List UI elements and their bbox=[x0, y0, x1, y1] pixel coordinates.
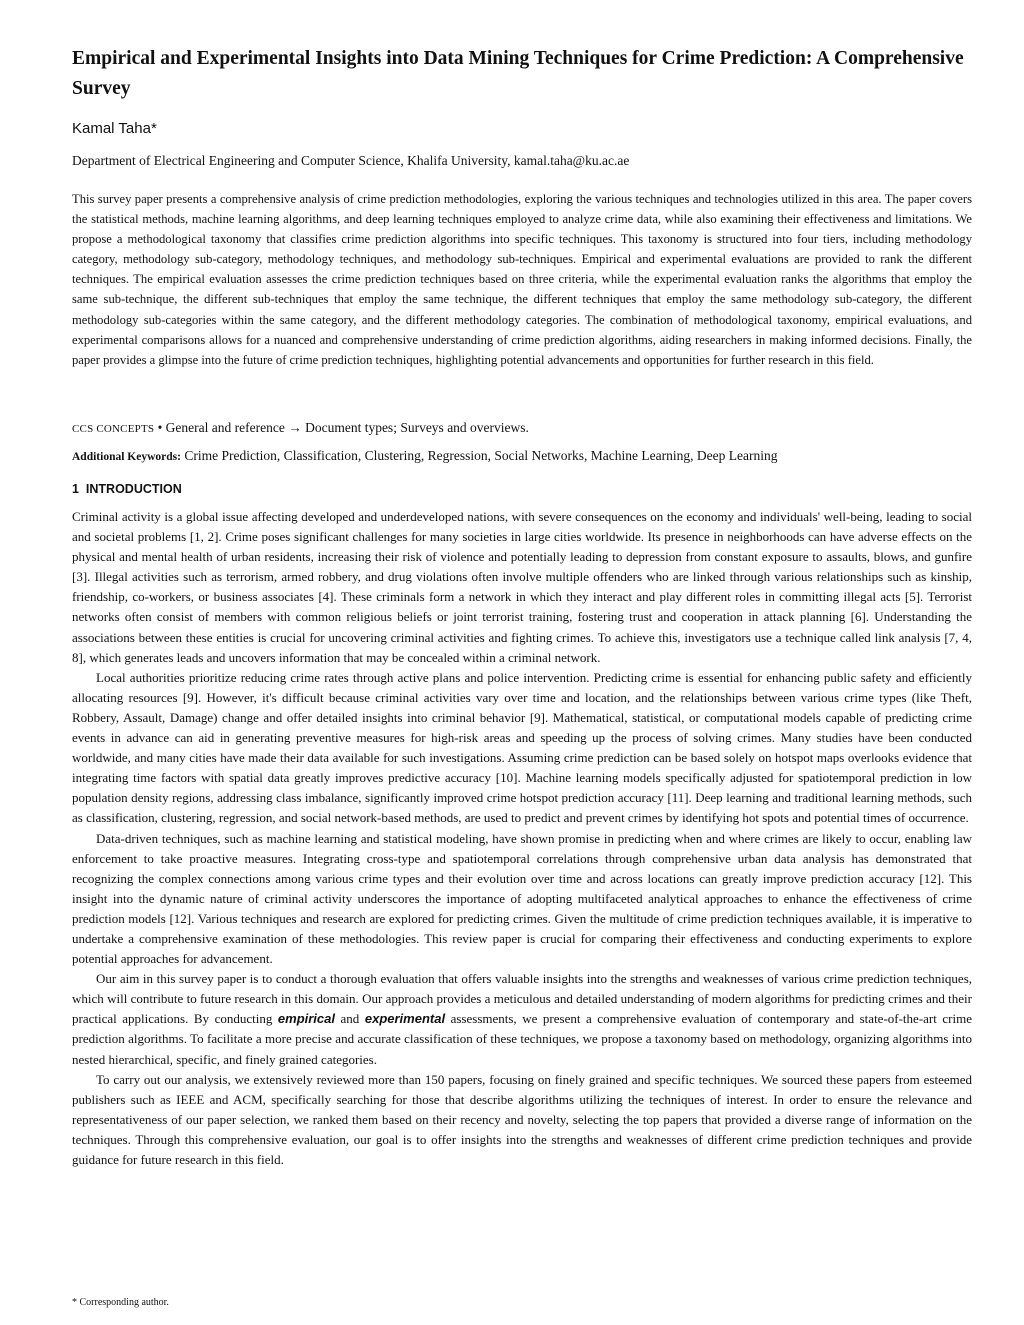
intro-paragraph-5: To carry out our analysis, we extensively reviewed more than 150 papers, focusing on finely grained and specific techniques. We sourced these papers from esteemed publishers such as IEEE and ACM, specifically searching for those that describe algorithms utilizing the techniques of interest. In order to ensure the relevance and representativeness of our paper selection, we ranked them based on their recency and novelty, selecting the top papers that provided a diverse range of information on the techniques. Through this comprehensive evaluation, our goal is to offer insights into the strengths and weaknesses of different crime prediction techniques and provide guidance for future research in this field. bbox=[72, 1071, 972, 1167]
ccs-bullet: • bbox=[157, 420, 163, 435]
ccs-text: General and reference → Document types; Surveys and overviews. bbox=[165, 420, 529, 435]
ccs-concepts bbox=[72, 420, 529, 436]
p4-emphasis-empirical: empirical bbox=[277, 1011, 335, 1027]
footnote: * Corresponding author. bbox=[72, 1297, 169, 1308]
ccs-label: CCS CONCEPTS bbox=[72, 423, 155, 435]
p4-text-c: assessments, we present a comprehensive evaluation of contemporary and state-of-the-art crime prediction algorithms. To facilitate a more precise and accurate classification of these techniques, we propose a taxonomy based on methodology, organizing algorithms into nested hierarchical, specific, and finely grained categories. bbox=[72, 1011, 972, 1067]
author-name: Kamal Taha* bbox=[72, 120, 157, 137]
section-heading bbox=[72, 482, 182, 496]
author-affiliation: Department of Electrical Engineering and Computer Science, Khalifa University, kamal.taha@ku.ac.ae bbox=[72, 153, 630, 168]
keywords-label: Additional Keywords: bbox=[72, 451, 181, 463]
additional-keywords bbox=[72, 448, 777, 464]
p4-emphasis-experimental: experimental bbox=[364, 1011, 446, 1027]
intro-paragraph-2: Local authorities prioritize reducing crime rates through active plans and police intervention. Predicting crime is essential for enhancing public safety and efficiently allocating resources [9]. However, it's difficult because criminal activities vary over time and location, and the relationships between various crime types (like Theft, Robbery, Assault, Damage) change and offer detailed insights into criminal behavior [9]. Mathematical, statistical, or computational models capable of predicting crime events in advance can aid in generating preventive measures for high-risk areas and speeding up the process of solving crimes. Many studies have been conducted worldwide, and many cities have made their data available for such investigations. Assuming crime prediction can be based solely on hotspot maps overlooks evidence that integrating time factors with spatial data greatly improves predictive accuracy [10]. Machine learning models specifically adjusted for spatiotemporal prediction in low population density regions, addressing class imbalance, significantly improved crime hotspot prediction accuracy [11]. Deep learning and traditional learning methods, such as classification, clustering, regression, and social network-based methods, are used to predict and prevent crimes by identifying hot spots and potential times of occurrence. bbox=[72, 669, 972, 826]
p4-text-a: Our aim in this survey paper is to conduct a thorough evaluation that offers valuable insights into the strengths and weaknesses of various crime prediction techniques, which will contribute to future research in this domain. Our approach provides a meticulous and detailed understanding of modern algorithms for predicting crimes and their practical applications. By conducting bbox=[72, 971, 972, 1027]
intro-paragraph-1: Criminal activity is a global issue affecting developed and underdeveloped nations, with severe consequences on the economy and individuals' well-being, leading to social and societal problems [1, 2]. Crime poses significant challenges for many societies in large cities worldwide. Its presence in neighborhoods can have adverse effects on the physical and mental health of urban residents, increasing their risk of violence and potentially leading to depression from constant exposure to assaults, blows, and gunfire [3]. Illegal activities such as terrorism, armed robbery, and drug violations often involve multiple offenders who are linked through various relationships such as kinship, friendship, co-workers, or business associates [4]. These criminals form a network in which they interact and play different roles in committing illegal acts [5]. Terrorist networks often consist of members with common religious beliefs or joint terrorist training, fostering trust and cooperation in attack planning [6]. Understanding the associations between these entities is crucial for uncovering criminal activities and fighting crimes. To achieve this, investigators use a technique called link analysis [7, 4, 8], which generates leads and uncovers information that may be concealed within a criminal network. bbox=[72, 509, 972, 665]
abstract: This survey paper presents a comprehensive analysis of crime prediction methodologies, exploring the various techniques and technologies utilized in this area. The paper covers the statistical methods, machine learning algorithms, and deep learning techniques employed to analyze crime data, while also examining their effectiveness and limitations. We propose a methodological taxonomy that classifies crime prediction algorithms into specific techniques. This taxonomy is structured into four tiers, including methodology category, methodology sub-category, methodology techniques, and methodology sub-techniques. Empirical and experimental evaluations are provided to rank the different techniques. The empirical evaluation assesses the crime prediction techniques based on three criteria, while the experimental evaluation ranks the algorithms that employ the same sub-technique, the different sub-techniques that employ the same technique, the different techniques that employ the same methodology sub-category, the different methodology sub-categories within the same category, and the different methodology categories. The combination of methodological taxonomy, empirical evaluations, and experimental comparisons allows for a nuanced and comprehensive understanding of crime prediction algorithms, aiding researchers in making informed decisions. Finally, the paper provides a glimpse into the future of crime prediction techniques, highlighting potential advancements and opportunities for further research in this field. bbox=[72, 192, 972, 367]
intro-paragraph-4 bbox=[72, 969, 972, 1069]
p4-text-b: and bbox=[335, 1011, 365, 1027]
section-title: INTRODUCTION bbox=[85, 482, 182, 496]
keywords-text: Crime Prediction, Classification, Clustering, Regression, Social Networks, Machine Learning, Deep Learning bbox=[184, 448, 778, 463]
introduction-body bbox=[72, 507, 972, 1170]
intro-paragraph-3: Data-driven techniques, such as machine learning and statistical modeling, have shown promise in predicting when and where crimes are likely to occur, enabling law enforcement to take proactive measures. Integrating cross-type and spatiotemporal correlations through comprehensive urban data analysis has demonstrated that recognizing the complex connections among various crime types and their evolution over time and across locations can greatly improve prediction accuracy [12]. This insight into the dynamic nature of criminal activity underscores the importance of adopting multifaceted analytical approaches to enhance the effectiveness of crime prediction models [12]. Various techniques and research are explored for predicting crimes. Given the multitude of crime prediction techniques available, it is imperative to undertake a comprehensive examination of these methodologies. This review paper is crucial for comparing their effectiveness and conducting experiments to explore potential approaches for advancement. bbox=[72, 830, 972, 967]
paper-title: Empirical and Experimental Insights into Data Mining Techniques for Crime Prediction: A Comprehensive Survey bbox=[72, 48, 964, 99]
section-number: 1 bbox=[72, 482, 79, 496]
